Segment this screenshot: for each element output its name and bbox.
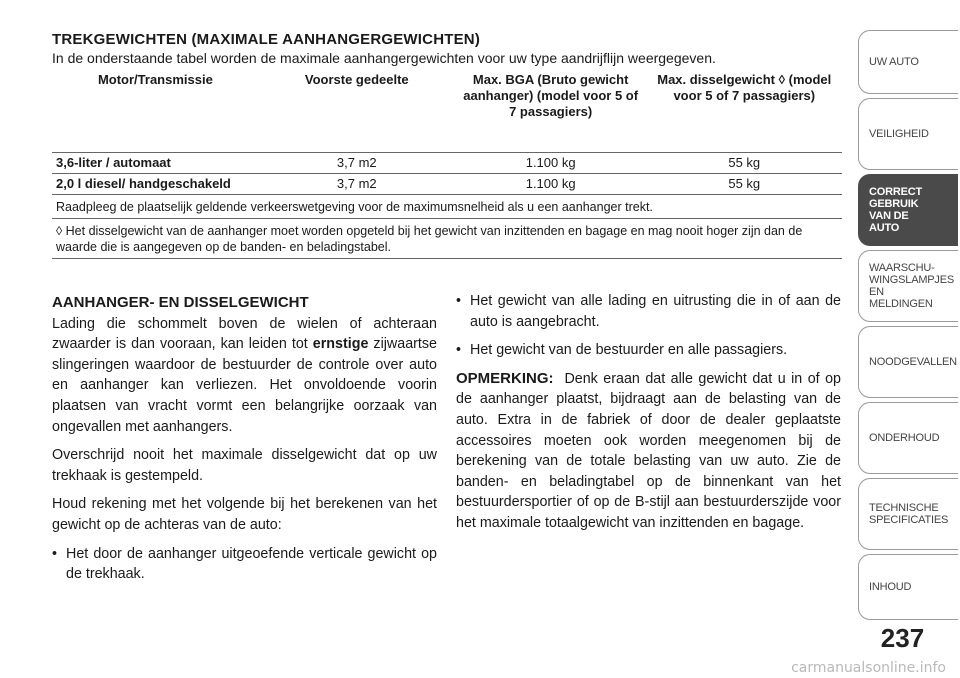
tab-label: WAARSCHU-WINGSLAMPJES EN MELDINGEN xyxy=(869,262,955,310)
left-column xyxy=(52,291,437,593)
header-engine: Motor/Transmissie xyxy=(97,72,213,87)
row-engine: 3,6-liter / automaat xyxy=(52,153,259,174)
tab-label: VEILIGHEID xyxy=(869,128,929,140)
tab-correct-gebruik[interactable] xyxy=(858,174,958,246)
table-note-row xyxy=(52,195,842,219)
towing-weights-table xyxy=(52,70,842,259)
bullet-icon: • xyxy=(52,545,58,562)
page-number: 237 xyxy=(880,623,925,653)
subheading: AANHANGER- EN DISSELGEWICHT xyxy=(52,294,309,311)
row-max-gtw: 1.100 kg xyxy=(455,174,647,195)
note-paragraph xyxy=(456,369,841,534)
paragraph xyxy=(52,314,437,438)
tab-onderhoud[interactable] xyxy=(858,402,958,474)
tab-label: NOODGEVALLEN xyxy=(869,356,957,368)
tab-inhoud[interactable] xyxy=(858,554,958,620)
bullet-item xyxy=(52,544,437,585)
right-column xyxy=(456,291,841,542)
table-row xyxy=(52,174,842,195)
header-max-gtw: Max. BGA (Bruto gewicht aanhanger) (model voor 5 of 7 passagiers) xyxy=(463,72,639,119)
bullet-item xyxy=(456,340,841,361)
paragraph: Houd rekening met het volgende bij het berekenen van het gewicht op de achteras van de auto: xyxy=(52,496,437,533)
bullet-item xyxy=(456,291,841,332)
table-row xyxy=(52,153,842,174)
row-tongue-weight: 55 kg xyxy=(647,174,842,195)
tab-label: ONDERHOUD xyxy=(869,432,940,444)
paragraph: Overschrijd nooit het maximale disselgewicht dat op uw trekhaak is gestempeld. xyxy=(52,447,437,484)
bullet-text: Het gewicht van de bestuurder en alle passagiers. xyxy=(470,342,788,359)
section-title: TREKGEWICHTEN (MAXIMALE AANHANGERGEWICHTEN) xyxy=(52,31,481,48)
watermark: carmanualsonline.info xyxy=(791,660,946,676)
tab-label: UW AUTO xyxy=(869,56,919,68)
row-front-area: 3,7 m2 xyxy=(259,153,455,174)
table-header-row xyxy=(52,70,842,153)
row-tongue-weight: 55 kg xyxy=(647,153,842,174)
table-note-row xyxy=(52,219,842,259)
row-front-area: 3,7 m2 xyxy=(259,174,455,195)
tab-uw-auto[interactable] xyxy=(858,30,958,94)
emphasis-text: ernstige xyxy=(312,336,369,353)
bullet-text: Het gewicht van alle lading en uitrusting die in of aan de auto is aangebracht. xyxy=(470,293,841,330)
section-intro: In de onderstaande tabel worden de maximale aanhangergewichten voor uw type aandrijflijn weergegeven. xyxy=(52,50,716,66)
table-note-tongue-weight: ◊ Het disselgewicht van de aanhanger moet worden opgeteld bij het gewicht van inzittenden en bagage en mag nooit hoger zijn dan de waarde die is aangegeven op de banden- en beladingstabel. xyxy=(52,219,842,259)
tab-waarschuwingslampjes[interactable] xyxy=(858,250,958,322)
tab-label: INHOUD xyxy=(869,581,912,593)
table-note-speed: Raadpleeg de plaatselijk geldende verkeerswetgeving voor de maximumsnelheid als u een aanhanger trekt. xyxy=(52,195,842,219)
header-front-area: Voorste gedeelte xyxy=(304,72,409,87)
row-max-gtw: 1.100 kg xyxy=(455,153,647,174)
tab-label: CORRECT GEBRUIK VAN DE AUTO xyxy=(869,186,922,234)
note-label: OPMERKING: xyxy=(456,369,554,387)
paragraph-text: Lading die schommelt boven de wielen of achteraan zwaarder is dan vooraan, kan leiden tot xyxy=(52,315,437,353)
bullet-icon: • xyxy=(456,342,462,359)
bullet-icon: • xyxy=(456,293,462,309)
tab-technische-specificaties[interactable] xyxy=(858,478,958,550)
bullet-text: Het door de aanhanger uitgeoefende verticale gewicht op de trekhaak. xyxy=(66,545,437,583)
paragraph-text: zijwaartse slingeringen waardoor de bestuurder de controle over auto en aanhanger kan verliezen. Het onvoldoende voorin plaatsen van vracht vormt een belangrijke oorzaak van ongevallen met aanhangers. xyxy=(52,336,437,435)
row-engine: 2,0 l diesel/ handgeschakeld xyxy=(52,174,259,195)
tab-label: TECHNISCHE SPECIFICATIES xyxy=(869,502,949,526)
tab-veiligheid[interactable] xyxy=(858,98,958,170)
note-text: Denk eraan dat alle gewicht dat u in of op de aanhanger plaatst, bijdraagt aan de belasting van de auto. Extra in de fabriek of door de dealer geplaatste accessoires moeten ook worden meegenomen bij de berekening van de totale belasting van uw auto. Zie de banden- en beladingtabel op de binnenkant van het bestuurdersportier of op de B-stijl aan bestuurderszijde voor het maximale totaalgewicht van inzittenden en bagage. xyxy=(456,370,842,531)
header-max-tongue-weight: Max. disselgewicht ◊ (model voor 5 of 7 passagiers) xyxy=(657,72,832,103)
tab-noodgevallen[interactable] xyxy=(858,326,958,398)
chapter-tabs xyxy=(858,30,958,624)
